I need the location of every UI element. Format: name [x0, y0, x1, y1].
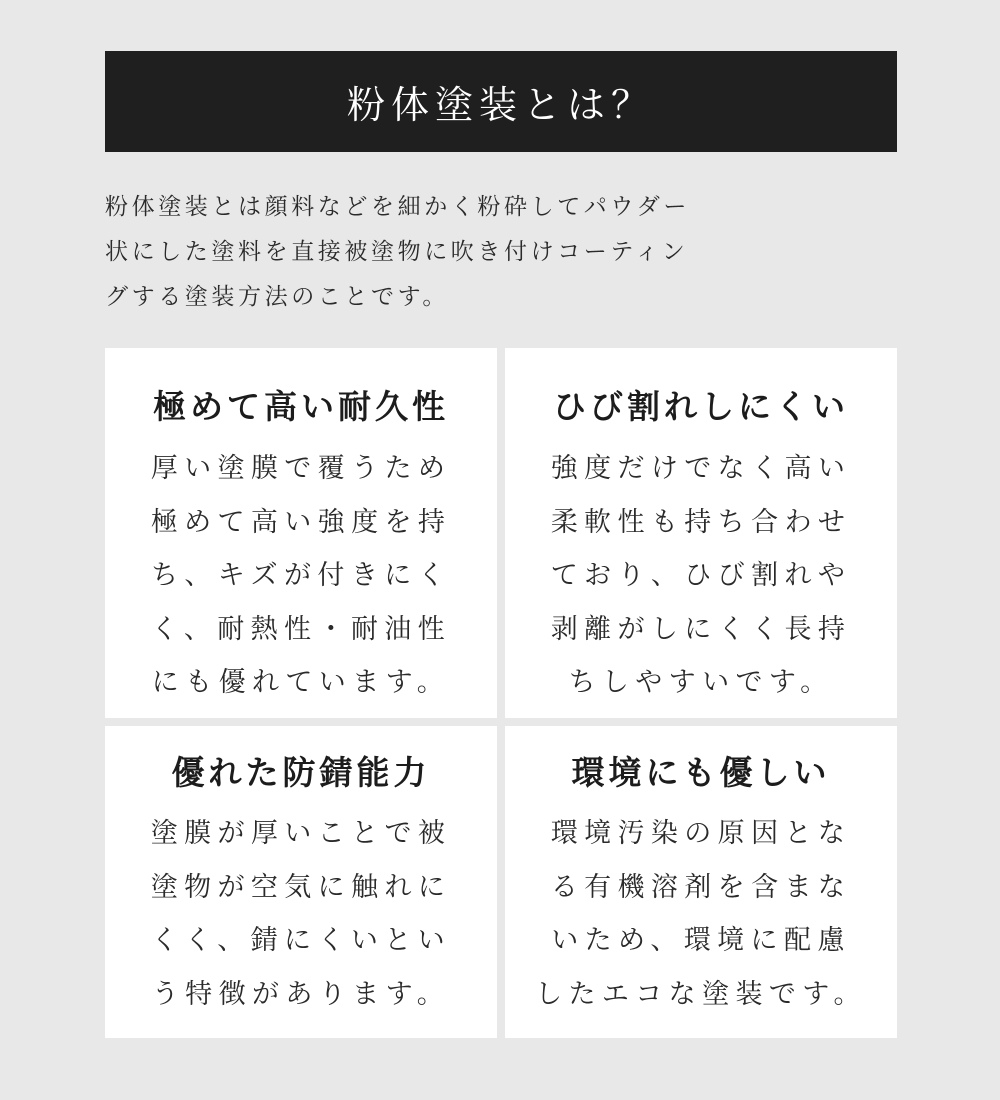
intro-line: 状にした塗料を直接被塗物に吹き付けコーティン [105, 239, 689, 265]
feature-card-durability [105, 348, 497, 718]
feature-card-eco-friendly [505, 726, 897, 1038]
feature-line: にも優れています。 [151, 667, 451, 698]
feature-line: したエコな塗装です。 [535, 978, 867, 1010]
feature-line: 厚い塗膜で覆うため [150, 453, 452, 484]
feature-line: ちしやすいです。 [568, 667, 834, 698]
feature-line: 柔軟性も持ち合わせ [550, 506, 852, 538]
feature-line: いため、環境に配慮 [551, 925, 851, 956]
title-banner [105, 51, 897, 152]
feature-line: く、耐熱性・耐油性 [150, 613, 452, 645]
intro-line: グする塗装方法のことです。 [105, 284, 449, 310]
feature-line: 剥離がしにくく長持 [550, 613, 852, 645]
feature-line: くく、錆にくいとい [150, 925, 452, 956]
feature-description [105, 807, 497, 1021]
feature-description [105, 442, 497, 710]
feature-line: 極めて高い強度を持 [150, 506, 452, 538]
feature-line: ち、キズが付きにく [150, 560, 452, 591]
feature-line: ており、ひび割れや [550, 560, 852, 591]
feature-description [505, 442, 897, 710]
intro-line: 粉体塗装とは顔料などを細かく粉砕してパウダー [105, 194, 690, 220]
feature-line: 強度だけでなく高い [550, 453, 852, 484]
feature-line: 塗膜が厚いことで被 [150, 818, 452, 849]
feature-line: る有機溶剤を含まな [550, 871, 852, 903]
feature-card-crack-resistance [505, 348, 897, 718]
feature-line: う特徴があります。 [151, 978, 451, 1010]
page-title: 粉体塗装とは？ [346, 83, 655, 127]
intro-paragraph [105, 185, 897, 320]
feature-line: 塗物が空気に触れに [150, 871, 452, 903]
feature-heading: 環境にも優しい [571, 753, 831, 792]
feature-card-rust-prevention [105, 726, 497, 1038]
feature-heading: 優れた防錆能力 [171, 753, 431, 792]
feature-heading: 極めて高い耐久性 [153, 387, 449, 426]
feature-description [505, 807, 897, 1021]
feature-heading: ひび割れしにくい [553, 387, 849, 426]
feature-line: 環境汚染の原因とな [550, 818, 852, 849]
